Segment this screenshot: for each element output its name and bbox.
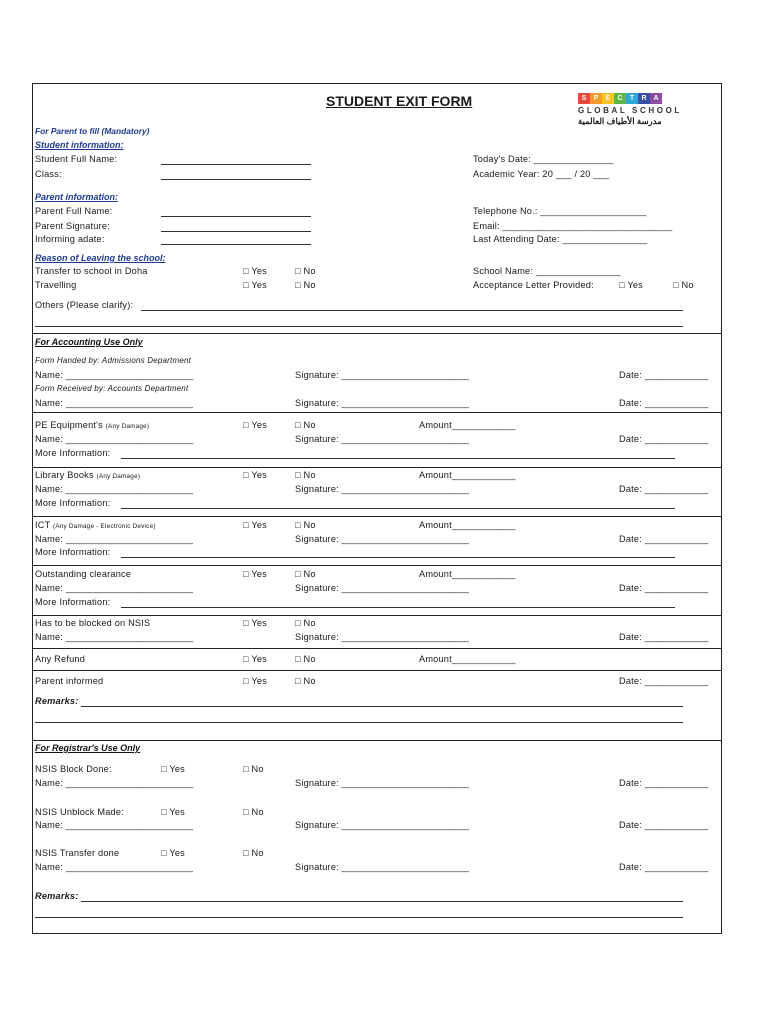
outstanding-date-field[interactable]: Date: ____________ [619, 583, 709, 593]
nsis-unblock-signature-field[interactable]: Signature: ________________________ [295, 820, 470, 830]
class-label: Class: [35, 169, 62, 179]
todays-date[interactable]: Today's Date: _______________ [473, 154, 614, 164]
handed-name-field[interactable]: Name: ________________________ [35, 370, 194, 380]
pe-amount-field[interactable]: Amount____________ [419, 420, 516, 430]
logo-subtitle: GLOBAL SCHOOL [578, 106, 682, 115]
form-title: STUDENT EXIT FORM [326, 93, 473, 109]
student-info-heading: Student information: [35, 140, 124, 150]
nsis-transfer-yes-checkbox[interactable]: □ Yes [161, 848, 185, 858]
blocked-yes-checkbox[interactable]: □ Yes [243, 618, 267, 628]
parent-informed-no-checkbox[interactable]: □ No [295, 676, 316, 686]
received-signature-field[interactable]: Signature: ________________________ [295, 398, 470, 408]
library-more-info-label: More Information: [35, 498, 111, 508]
parent-informed-label: Parent informed [35, 676, 104, 686]
parent-name-field[interactable] [161, 216, 311, 217]
ict-more-info-label: More Information: [35, 547, 111, 557]
ict-signature-field[interactable]: Signature: ________________________ [295, 534, 470, 544]
outstanding-more-info-field[interactable] [121, 607, 675, 608]
ict-no-checkbox[interactable]: □ No [295, 520, 316, 530]
divider [33, 615, 721, 616]
logo-letter-tile: A [650, 93, 662, 104]
library-text: Library Books [35, 470, 94, 480]
academic-year[interactable]: Academic Year: 20 ___ / 20 ___ [473, 169, 610, 179]
ict-date-field[interactable]: Date: ____________ [619, 534, 709, 544]
outstanding-amount-field[interactable]: Amount____________ [419, 569, 516, 579]
others-field[interactable] [141, 310, 683, 311]
form-received-label: Form Received by: Accounts Department [35, 384, 189, 393]
last-attending-date[interactable]: Last Attending Date: ________________ [473, 234, 648, 244]
pe-more-info-label: More Information: [35, 448, 111, 458]
pe-more-info-field[interactable] [121, 458, 675, 459]
outstanding-more-info-label: More Information: [35, 597, 111, 607]
nsis-block-date-field[interactable]: Date: ____________ [619, 778, 709, 788]
blocked-label: Has to be blocked on NSIS [35, 618, 151, 628]
received-date-field[interactable]: Date: ____________ [619, 398, 709, 408]
form-handed-label: Form Handed by: Admissions Department [35, 356, 192, 365]
ict-name-field[interactable]: Name: ________________________ [35, 534, 194, 544]
blocked-signature-field[interactable]: Signature: ________________________ [295, 632, 470, 642]
logo-letter-tile: C [614, 93, 626, 104]
divider [33, 516, 721, 517]
nsis-block-signature-field[interactable]: Signature: ________________________ [295, 778, 470, 788]
logo-letter-tile: R [638, 93, 650, 104]
library-name-field[interactable]: Name: ________________________ [35, 484, 194, 494]
outstanding-no-checkbox[interactable]: □ No [295, 569, 316, 579]
logo-letter-tile: P [590, 93, 602, 104]
ict-text: ICT [35, 520, 51, 530]
handed-signature-field[interactable]: Signature: ________________________ [295, 370, 470, 380]
blocked-no-checkbox[interactable]: □ No [295, 618, 316, 628]
nsis-transfer-signature-field[interactable]: Signature: ________________________ [295, 862, 470, 872]
ict-damage-note: (Any Damage - Electronic Device) [53, 523, 156, 530]
nsis-block-no-checkbox[interactable]: □ No [243, 764, 264, 774]
library-damage-note: (Any Damage) [96, 473, 141, 480]
accounting-remarks-field-line2[interactable] [35, 722, 683, 723]
outstanding-name-field[interactable]: Name: ________________________ [35, 583, 194, 593]
nsis-unblock-yes-checkbox[interactable]: □ Yes [161, 807, 185, 817]
transfer-label: Transfer to school in Doha [35, 266, 148, 276]
others-field-line2[interactable] [35, 326, 683, 327]
library-date-field[interactable]: Date: ____________ [619, 484, 709, 494]
library-signature-field[interactable]: Signature: ________________________ [295, 484, 470, 494]
logo-letter-tile: E [602, 93, 614, 104]
logo-letter-tile: S [578, 93, 590, 104]
travelling-no-checkbox[interactable]: □ No [295, 280, 316, 290]
logo-tiles [578, 93, 688, 104]
library-yes-checkbox[interactable]: □ Yes [243, 470, 267, 480]
acceptance-label: Acceptance Letter Provided: [473, 280, 594, 290]
blocked-name-field[interactable]: Name: ________________________ [35, 632, 194, 642]
registrar-heading: For Registrar's Use Only [35, 743, 141, 753]
transfer-yes-checkbox[interactable]: □ Yes [243, 266, 267, 276]
refund-amount-field[interactable]: Amount____________ [419, 654, 516, 664]
informing-date-label: Informing adate: [35, 234, 105, 244]
logo-letter-tile: T [626, 93, 638, 104]
parent-signature-label: Parent Signature: [35, 221, 110, 231]
ict-amount-field[interactable]: Amount____________ [419, 520, 516, 530]
parent-name-label: Parent Full Name: [35, 206, 113, 216]
outstanding-signature-field[interactable]: Signature: ________________________ [295, 583, 470, 593]
nsis-block-label: NSIS Block Done: [35, 764, 112, 774]
exit-form [32, 83, 722, 934]
parent-informed-date-field[interactable]: Date: ____________ [619, 676, 709, 686]
ict-more-info-field[interactable] [121, 557, 675, 558]
nsis-transfer-no-checkbox[interactable]: □ No [243, 848, 264, 858]
divider [33, 670, 721, 671]
accounting-heading: For Accounting Use Only [35, 337, 143, 347]
pe-damage-note: (Any Damage) [105, 423, 150, 430]
others-label: Others (Please clarify): [35, 300, 134, 310]
student-name-field[interactable] [161, 164, 311, 165]
registrar-remarks-field[interactable] [81, 901, 683, 902]
divider [33, 565, 721, 566]
pe-yes-checkbox[interactable]: □ Yes [243, 420, 267, 430]
student-name-label: Student Full Name: [35, 154, 118, 164]
parent-informed-yes-checkbox[interactable]: □ Yes [243, 676, 267, 686]
nsis-unblock-date-field[interactable]: Date: ____________ [619, 820, 709, 830]
telephone[interactable]: Telephone No.: ____________________ [473, 206, 647, 216]
logo-arabic: مدرسة الأطياف العالمية [578, 116, 662, 126]
nsis-unblock-label: NSIS Unblock Made: [35, 807, 124, 817]
school-name[interactable]: School Name: ________________ [473, 266, 621, 276]
registrar-remarks-field-line2[interactable] [35, 917, 683, 918]
blocked-date-field[interactable]: Date: ____________ [619, 632, 709, 642]
nsis-transfer-name-field[interactable]: Name: ________________________ [35, 862, 194, 872]
ict-yes-checkbox[interactable]: □ Yes [243, 520, 267, 530]
informing-date-field[interactable] [161, 244, 311, 245]
nsis-unblock-no-checkbox[interactable]: □ No [243, 807, 264, 817]
nsis-block-name-field[interactable]: Name: ________________________ [35, 778, 194, 788]
divider [33, 467, 721, 468]
nsis-transfer-label: NSIS Transfer done [35, 848, 120, 858]
refund-label: Any Refund [35, 654, 86, 664]
school-logo [578, 93, 688, 127]
acceptance-no-checkbox[interactable]: □ No [673, 280, 694, 290]
registrar-remarks-label: Remarks: [35, 891, 79, 901]
pe-text: PE Equipment's [35, 420, 103, 430]
library-more-info-field[interactable] [121, 508, 675, 509]
pe-signature-field[interactable]: Signature: ________________________ [295, 434, 470, 444]
email[interactable]: Email: ________________________________ [473, 221, 673, 231]
pe-name-field[interactable]: Name: ________________________ [35, 434, 194, 444]
nsis-transfer-date-field[interactable]: Date: ____________ [619, 862, 709, 872]
nsis-block-yes-checkbox[interactable]: □ Yes [161, 764, 185, 774]
handed-date-field[interactable]: Date: ____________ [619, 370, 709, 380]
nsis-unblock-name-field[interactable]: Name: ________________________ [35, 820, 194, 830]
outstanding-label: Outstanding clearance [35, 569, 132, 579]
pe-label [35, 420, 149, 430]
ict-label [35, 520, 156, 530]
accounting-remarks-field[interactable] [81, 706, 683, 707]
reason-heading: Reason of Leaving the school: [35, 253, 166, 263]
refund-no-checkbox[interactable]: □ No [295, 654, 316, 664]
refund-yes-checkbox[interactable]: □ Yes [243, 654, 267, 664]
divider [33, 412, 721, 413]
outstanding-yes-checkbox[interactable]: □ Yes [243, 569, 267, 579]
parent-section-heading: For Parent to fill (Mandatory) [35, 126, 150, 136]
divider [33, 740, 721, 741]
pe-no-checkbox[interactable]: □ No [295, 420, 316, 430]
library-no-checkbox[interactable]: □ No [295, 470, 316, 480]
received-name-field[interactable]: Name: ________________________ [35, 398, 194, 408]
class-field[interactable] [161, 179, 311, 180]
divider [33, 648, 721, 649]
library-label [35, 470, 140, 480]
library-amount-field[interactable]: Amount____________ [419, 470, 516, 480]
parent-info-heading: Parent information: [35, 192, 119, 202]
divider [33, 333, 721, 334]
accounting-remarks-label: Remarks: [35, 696, 79, 706]
travelling-yes-checkbox[interactable]: □ Yes [243, 280, 267, 290]
parent-signature-field[interactable] [161, 231, 311, 232]
pe-date-field[interactable]: Date: ____________ [619, 434, 709, 444]
acceptance-yes-checkbox[interactable]: □ Yes [619, 280, 643, 290]
travelling-label: Travelling [35, 280, 77, 290]
transfer-no-checkbox[interactable]: □ No [295, 266, 316, 276]
